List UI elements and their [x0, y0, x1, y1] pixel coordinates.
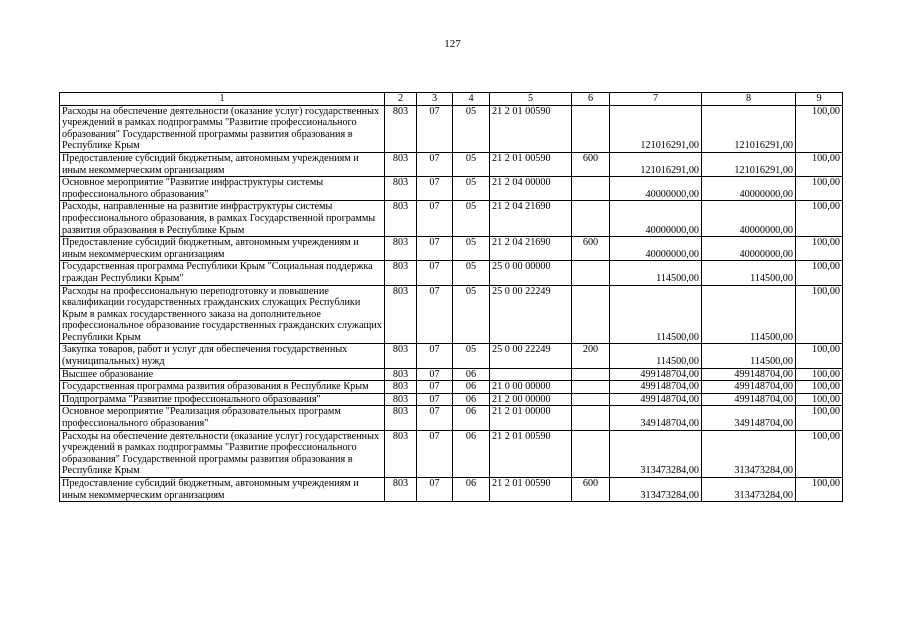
- row-target-article-cell: 21 2 01 00590: [490, 478, 572, 502]
- table-row: [60, 368, 843, 381]
- row-subsection-cell: 06: [453, 393, 490, 406]
- row-section-cell: 07: [417, 237, 453, 261]
- row-approved-amount-cell: 40000000,00: [610, 201, 702, 237]
- row-executed-amount-cell: 499148704,00: [702, 381, 796, 394]
- row-name-cell: Расходы на обеспечение деятельности (оказание услуг) государственных учреждений в рамках подпрограммы "Развитие профессионального образования" Государственной программы развития образования в Республике Крым: [60, 430, 385, 477]
- table-row: [60, 237, 843, 261]
- row-executed-amount-cell: 121016291,00: [702, 105, 796, 152]
- row-name-cell: Предоставление субсидий бюджетным, автономным учреждениям и иным некоммерческим организациям: [60, 152, 385, 176]
- row-executed-amount-cell: 121016291,00: [702, 152, 796, 176]
- header-cell: 9: [796, 93, 843, 106]
- row-section-cell: 07: [417, 261, 453, 285]
- row-expense-type-cell: [572, 393, 610, 406]
- row-percent-cell: 100,00: [796, 393, 843, 406]
- header-cell: 3: [417, 93, 453, 106]
- row-target-article-cell: 25 0 00 22249: [490, 344, 572, 368]
- row-expense-type-cell: [572, 368, 610, 381]
- row-subsection-cell: 06: [453, 368, 490, 381]
- row-approved-amount-cell: 40000000,00: [610, 177, 702, 201]
- row-expense-type-cell: [572, 261, 610, 285]
- row-target-article-cell: 21 2 01 00590: [490, 152, 572, 176]
- row-percent-cell: 100,00: [796, 381, 843, 394]
- row-subsection-cell: 06: [453, 478, 490, 502]
- table-row: [60, 478, 843, 502]
- row-approved-amount-cell: 121016291,00: [610, 152, 702, 176]
- header-cell: 2: [385, 93, 417, 106]
- row-approved-amount-cell: 114500,00: [610, 261, 702, 285]
- row-target-article-cell: 21 2 00 00000: [490, 393, 572, 406]
- row-name-cell: Предоставление субсидий бюджетным, автономным учреждениям и иным некоммерческим организациям: [60, 478, 385, 502]
- table-row: [60, 201, 843, 237]
- row-approved-amount-cell: 40000000,00: [610, 237, 702, 261]
- table-row: [60, 381, 843, 394]
- row-approved-amount-cell: 499148704,00: [610, 393, 702, 406]
- row-target-article-cell: 25 0 00 00000: [490, 261, 572, 285]
- row-expense-type-cell: [572, 177, 610, 201]
- table-row: [60, 105, 843, 152]
- row-section-cell: 07: [417, 105, 453, 152]
- row-code-cell: 803: [385, 478, 417, 502]
- row-code-cell: 803: [385, 406, 417, 430]
- header-cell: 8: [702, 93, 796, 106]
- row-section-cell: 07: [417, 406, 453, 430]
- row-name-cell: Государственная программа развития образования в Республике Крым: [60, 381, 385, 394]
- table-row: [60, 430, 843, 477]
- row-subsection-cell: 05: [453, 105, 490, 152]
- row-subsection-cell: 05: [453, 201, 490, 237]
- row-subsection-cell: 05: [453, 344, 490, 368]
- row-expense-type-cell: [572, 406, 610, 430]
- row-subsection-cell: 05: [453, 261, 490, 285]
- row-expense-type-cell: [572, 201, 610, 237]
- budget-table: [59, 92, 843, 502]
- row-code-cell: 803: [385, 393, 417, 406]
- row-approved-amount-cell: 114500,00: [610, 344, 702, 368]
- row-percent-cell: 100,00: [796, 152, 843, 176]
- row-section-cell: 07: [417, 152, 453, 176]
- row-executed-amount-cell: 40000000,00: [702, 177, 796, 201]
- row-name-cell: Расходы на обеспечение деятельности (оказание услуг) государственных учреждений в рамках подпрограммы "Развитие профессионального образования" Государственной программы развития образования в Республике Крым: [60, 105, 385, 152]
- row-approved-amount-cell: 499148704,00: [610, 381, 702, 394]
- row-code-cell: 803: [385, 105, 417, 152]
- table-row: [60, 177, 843, 201]
- row-target-article-cell: 25 0 00 22249: [490, 285, 572, 344]
- row-executed-amount-cell: 313473284,00: [702, 430, 796, 477]
- row-executed-amount-cell: 349148704,00: [702, 406, 796, 430]
- row-percent-cell: 100,00: [796, 237, 843, 261]
- row-approved-amount-cell: 349148704,00: [610, 406, 702, 430]
- row-expense-type-cell: [572, 430, 610, 477]
- row-target-article-cell: 21 0 00 00000: [490, 381, 572, 394]
- row-executed-amount-cell: 114500,00: [702, 261, 796, 285]
- row-section-cell: 07: [417, 285, 453, 344]
- table-row: [60, 285, 843, 344]
- row-subsection-cell: 05: [453, 285, 490, 344]
- row-code-cell: 803: [385, 285, 417, 344]
- row-executed-amount-cell: 499148704,00: [702, 393, 796, 406]
- table-row: [60, 261, 843, 285]
- row-target-article-cell: [490, 368, 572, 381]
- header-cell: 4: [453, 93, 490, 106]
- page-number: 127: [444, 38, 461, 50]
- row-code-cell: 803: [385, 177, 417, 201]
- row-expense-type-cell: 600: [572, 478, 610, 502]
- table-row: [60, 344, 843, 368]
- row-section-cell: 07: [417, 430, 453, 477]
- row-percent-cell: 100,00: [796, 285, 843, 344]
- header-row: [60, 93, 843, 106]
- row-section-cell: 07: [417, 177, 453, 201]
- row-executed-amount-cell: 114500,00: [702, 285, 796, 344]
- row-subsection-cell: 05: [453, 152, 490, 176]
- table-row: [60, 406, 843, 430]
- row-approved-amount-cell: 313473284,00: [610, 430, 702, 477]
- row-expense-type-cell: [572, 105, 610, 152]
- row-name-cell: Основное мероприятие "Реализация образовательных программ профессионального образования": [60, 406, 385, 430]
- header-cell: 5: [490, 93, 572, 106]
- row-subsection-cell: 05: [453, 237, 490, 261]
- row-percent-cell: 100,00: [796, 105, 843, 152]
- row-name-cell: Расходы, направленные на развитие инфраструктуры системы профессионального образования, в рамках Государственной программы развития образования в Республике Крым: [60, 201, 385, 237]
- row-percent-cell: 100,00: [796, 430, 843, 477]
- row-percent-cell: 100,00: [796, 177, 843, 201]
- row-section-cell: 07: [417, 381, 453, 394]
- header-cell: 1: [60, 93, 385, 106]
- row-code-cell: 803: [385, 201, 417, 237]
- row-section-cell: 07: [417, 368, 453, 381]
- row-expense-type-cell: 600: [572, 152, 610, 176]
- row-code-cell: 803: [385, 430, 417, 477]
- row-expense-type-cell: [572, 285, 610, 344]
- row-approved-amount-cell: 313473284,00: [610, 478, 702, 502]
- row-subsection-cell: 06: [453, 381, 490, 394]
- row-name-cell: Предоставление субсидий бюджетным, автономным учреждениям и иным некоммерческим организациям: [60, 237, 385, 261]
- row-target-article-cell: 21 2 01 00590: [490, 430, 572, 477]
- header-cell: 6: [572, 93, 610, 106]
- row-section-cell: 07: [417, 393, 453, 406]
- row-percent-cell: 100,00: [796, 406, 843, 430]
- row-code-cell: 803: [385, 381, 417, 394]
- row-target-article-cell: 21 2 01 00000: [490, 406, 572, 430]
- row-approved-amount-cell: 121016291,00: [610, 105, 702, 152]
- row-subsection-cell: 05: [453, 177, 490, 201]
- row-target-article-cell: 21 2 01 00590: [490, 105, 572, 152]
- row-subsection-cell: 06: [453, 406, 490, 430]
- row-percent-cell: 100,00: [796, 478, 843, 502]
- row-section-cell: 07: [417, 201, 453, 237]
- row-name-cell: Расходы на профессиональную переподготовку и повышение квалификации государственных гражданских служащих Республики Крым в рамках государственного заказа на дополнительное профессиональное образование государственных гражданских служащих Республики Крым: [60, 285, 385, 344]
- row-section-cell: 07: [417, 344, 453, 368]
- row-code-cell: 803: [385, 368, 417, 381]
- row-code-cell: 803: [385, 152, 417, 176]
- row-code-cell: 803: [385, 261, 417, 285]
- table-row: [60, 152, 843, 176]
- row-name-cell: Закупка товаров, работ и услуг для обеспечения государственных (муниципальных) нужд: [60, 344, 385, 368]
- row-section-cell: 07: [417, 478, 453, 502]
- row-code-cell: 803: [385, 237, 417, 261]
- row-expense-type-cell: 200: [572, 344, 610, 368]
- row-executed-amount-cell: 40000000,00: [702, 237, 796, 261]
- header-cell: 7: [610, 93, 702, 106]
- row-expense-type-cell: [572, 381, 610, 394]
- row-name-cell: Государственная программа Республики Крым "Социальная поддержка граждан Республики Крым": [60, 261, 385, 285]
- row-executed-amount-cell: 114500,00: [702, 344, 796, 368]
- row-code-cell: 803: [385, 344, 417, 368]
- row-target-article-cell: 21 2 04 21690: [490, 201, 572, 237]
- row-percent-cell: 100,00: [796, 201, 843, 237]
- row-target-article-cell: 21 2 04 21690: [490, 237, 572, 261]
- row-approved-amount-cell: 114500,00: [610, 285, 702, 344]
- row-name-cell: Подпрограмма "Развитие профессионального образования": [60, 393, 385, 406]
- row-executed-amount-cell: 313473284,00: [702, 478, 796, 502]
- row-percent-cell: 100,00: [796, 344, 843, 368]
- row-subsection-cell: 06: [453, 430, 490, 477]
- row-executed-amount-cell: 40000000,00: [702, 201, 796, 237]
- row-percent-cell: 100,00: [796, 368, 843, 381]
- table-row: [60, 393, 843, 406]
- row-name-cell: Высшее образование: [60, 368, 385, 381]
- row-executed-amount-cell: 499148704,00: [702, 368, 796, 381]
- row-name-cell: Основное мероприятие "Развитие инфраструктуры системы профессионального образования": [60, 177, 385, 201]
- row-expense-type-cell: 600: [572, 237, 610, 261]
- row-target-article-cell: 21 2 04 00000: [490, 177, 572, 201]
- row-percent-cell: 100,00: [796, 261, 843, 285]
- row-approved-amount-cell: 499148704,00: [610, 368, 702, 381]
